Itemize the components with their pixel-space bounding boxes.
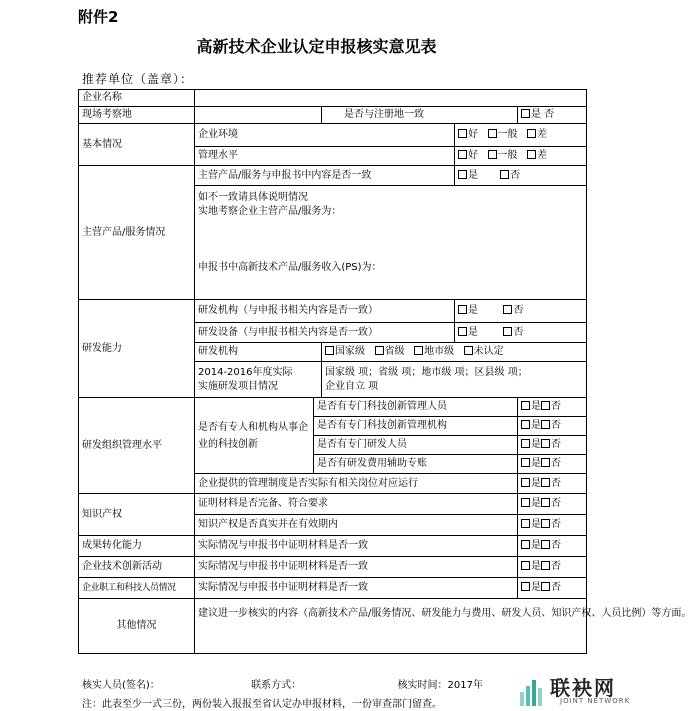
org-specialist-label: 是否有专人和机构从事企业的科技创新 [195, 398, 314, 474]
no-label: 否 [551, 477, 561, 489]
no-label: 否 [551, 540, 561, 551]
checkbox-icon[interactable] [541, 439, 550, 448]
rd-projects-label [195, 362, 322, 398]
site-visit-label: 现场考察地 [79, 107, 195, 124]
rd-section-label: 研发能力 [79, 300, 195, 398]
footer-note: 注：此表至少一式三份，两份装入报报至省认定办申报材料，一份审查部门留查。 [82, 699, 442, 710]
checkbox-icon[interactable] [458, 305, 467, 314]
yes-label: 是 [531, 458, 541, 469]
yes-label: 是 [531, 477, 541, 489]
verify-time-label: 核实时间：2017年 [397, 680, 484, 691]
actual-products-label: 实地考察企业主营产品/服务为： [198, 206, 342, 217]
org-system-choice[interactable] [518, 474, 587, 494]
products-match-label: 主营产品/服务与申报书中内容是否一致 [195, 166, 455, 186]
checkbox-icon[interactable] [541, 458, 550, 467]
rd-projects-line1: 2014-2016年度实际 [198, 366, 293, 378]
checkbox-icon[interactable] [458, 129, 467, 138]
ip-q2-choice[interactable] [518, 515, 587, 536]
spacer [198, 219, 583, 261]
contact-label: 联系方式： [251, 680, 302, 691]
products-section-label: 主营产品/服务情况 [79, 166, 195, 300]
projects-line2: 企业自立 项 [325, 380, 379, 392]
yes-no-label: 是 否 [531, 109, 555, 120]
checkbox-icon[interactable] [521, 561, 530, 570]
org-q3-choice[interactable] [518, 436, 587, 455]
checkbox-icon[interactable] [521, 439, 530, 448]
org-q4-choice[interactable] [518, 455, 587, 474]
checkbox-icon[interactable] [521, 458, 530, 467]
verifier-label: 核实人员(签名)： [82, 680, 160, 691]
yes-label: 是 [468, 305, 478, 316]
products-detail-cell[interactable] [195, 186, 587, 300]
level-city: 地市级 [424, 346, 455, 357]
checkbox-icon[interactable] [541, 401, 550, 410]
environment-rating[interactable] [455, 124, 587, 147]
org-q2-label: 是否有专门科技创新管理机构 [314, 417, 518, 436]
checkbox-icon[interactable] [375, 346, 384, 355]
management-label: 管理水平 [195, 147, 455, 166]
yes-label: 是 [531, 540, 541, 551]
transform-choice[interactable] [518, 536, 587, 557]
no-label: 否 [551, 498, 561, 509]
checkbox-icon[interactable] [521, 478, 530, 487]
ps-income-label: 申报书中高新技术产品/服务收入(PS)为： [198, 262, 382, 273]
no-label: 否 [551, 439, 561, 450]
no-label: 否 [551, 519, 561, 530]
site-consistent-choice[interactable] [518, 107, 587, 124]
logo-name: 联袂网 [550, 676, 616, 700]
checkbox-icon[interactable] [541, 519, 550, 528]
org-system-label: 企业提供的管理制度是否实际有相关岗位对应运行 [195, 474, 518, 494]
checkbox-icon[interactable] [503, 305, 512, 314]
yes-label: 是 [468, 326, 478, 338]
no-label: 否 [551, 582, 561, 593]
level-national: 国家级 [335, 346, 365, 357]
rating-average: 一般 [497, 129, 518, 140]
rd-projects-field[interactable] [322, 362, 587, 398]
checkbox-icon[interactable] [500, 170, 509, 179]
no-label: 否 [551, 401, 561, 412]
level-none: 未认定 [473, 346, 504, 357]
staff-q-label: 实际情况与申报书中证明材料是否一致 [195, 578, 518, 599]
yes-label: 是 [531, 582, 541, 593]
rd-institution-match-label: 研发机构（与申报书相关内容是否一致） [195, 300, 455, 323]
checkbox-icon[interactable] [488, 150, 497, 159]
level-provincial: 省级 [384, 346, 405, 357]
transform-label: 成果转化能力 [79, 536, 195, 557]
verification-form-table [78, 89, 691, 654]
watermark-logo [518, 672, 633, 711]
checkbox-icon[interactable] [464, 346, 473, 355]
rd-equipment-match-choice[interactable] [455, 323, 587, 343]
checkbox-icon[interactable] [521, 582, 530, 591]
inconsistent-note: 如不一致请具体说明情况 [198, 192, 308, 203]
staff-choice[interactable] [518, 578, 587, 599]
checkbox-icon[interactable] [325, 346, 334, 355]
rd-equipment-match-label: 研发设备（与申报书相关内容是否一致） [195, 323, 455, 343]
products-match-choice[interactable] [455, 166, 587, 186]
no-label: 否 [551, 420, 561, 431]
checkbox-icon[interactable] [414, 346, 423, 355]
management-rating[interactable] [455, 147, 587, 166]
checkbox-icon[interactable] [527, 129, 536, 138]
checkbox-icon[interactable] [521, 498, 530, 507]
recommend-unit-label: 推荐单位（盖章）： [82, 72, 194, 86]
innovation-choice[interactable] [518, 557, 587, 578]
ip-q1-choice[interactable] [518, 494, 587, 515]
yes-label: 是 [531, 519, 541, 530]
checkbox-icon[interactable] [541, 561, 550, 570]
basic-info-label: 基本情况 [79, 124, 195, 166]
ip-section-label: 知识产权 [79, 494, 195, 536]
ip-q1-label: 证明材料是否完备、符合要求 [195, 494, 518, 515]
ip-q2-label: 知识产权是否真实并在有效期内 [195, 515, 518, 536]
checkbox-icon[interactable] [458, 150, 467, 159]
transform-q-label: 实际情况与申报书中证明材料是否一致 [195, 536, 518, 557]
site-visit-field[interactable] [195, 107, 322, 124]
org-q1-choice[interactable] [518, 398, 587, 417]
org-section-label: 研发组织管理水平 [79, 398, 195, 494]
annex-label: 附件2 [78, 8, 119, 26]
rd-institution-match-choice[interactable] [455, 300, 587, 323]
yes-label: 是 [531, 498, 541, 509]
page-title: 高新技术企业认定申报核实意见表 [196, 37, 437, 56]
checkbox-icon[interactable] [488, 129, 497, 138]
org-q4-label: 是否有研发费用辅助专账 [314, 455, 518, 474]
org-q2-choice[interactable] [518, 417, 587, 436]
yes-label: 是 [531, 439, 541, 450]
yes-label: 是 [468, 169, 478, 181]
no-label: 否 [551, 561, 561, 572]
site-consistent-label [322, 107, 518, 124]
rating-good: 好 [468, 150, 478, 161]
innovation-q-label: 实际情况与申报书中证明材料是否一致 [195, 557, 518, 578]
checkbox-icon[interactable] [458, 327, 467, 336]
no-label: 否 [513, 326, 524, 338]
checkbox-icon[interactable] [541, 540, 550, 549]
org-q3-label: 是否有专门研发人员 [314, 436, 518, 455]
other-text[interactable]: 建议进一步核实的内容（高新技术产品/服务情况、研发能力与费用、研发人员、知识产权、人员比例）等方面。 [195, 599, 587, 654]
projects-line1: 国家级 项；省级 项；地市级 项；区县级 项； [325, 366, 528, 378]
rd-institution-levels[interactable] [322, 343, 587, 362]
checkbox-icon[interactable] [527, 150, 536, 159]
company-name-field[interactable] [195, 90, 587, 107]
yes-label: 是 [531, 401, 541, 412]
staff-label: 企业职工和科技人员情况 [79, 578, 195, 599]
checkbox-icon[interactable] [503, 327, 512, 336]
innovation-label: 企业技术创新活动 [79, 557, 195, 578]
environment-label: 企业环境 [195, 124, 455, 147]
checkbox-icon[interactable] [521, 401, 530, 410]
checkbox-icon[interactable] [521, 519, 530, 528]
rd-projects-line2: 实施研发项目情况 [198, 380, 278, 392]
rating-poor: 差 [537, 150, 548, 161]
checkbox-icon[interactable] [521, 420, 530, 429]
org-q1-label: 是否有专门科技创新管理人员 [314, 398, 518, 417]
company-name-label: 企业名称 [79, 90, 195, 107]
rating-good: 好 [468, 129, 478, 140]
yes-label: 是 [531, 420, 541, 431]
checkbox-icon[interactable] [541, 420, 550, 429]
checkbox-icon[interactable] [521, 109, 530, 118]
site-consistent-text: 是否与注册地一致 [344, 109, 424, 120]
footer-signature-line [82, 676, 483, 691]
rating-average: 一般 [497, 150, 518, 161]
rd-institution-label: 研发机构 [195, 343, 322, 362]
rating-poor: 差 [537, 129, 548, 140]
checkbox-icon[interactable] [541, 582, 550, 591]
logo-icon [518, 674, 548, 710]
checkbox-icon[interactable] [521, 540, 530, 549]
logo-subtitle: JOINT NETWORK [560, 697, 631, 705]
checkbox-icon[interactable] [541, 498, 550, 507]
other-label: 其他情况 [79, 599, 195, 654]
no-label: 否 [510, 169, 521, 181]
no-label: 否 [551, 458, 561, 469]
checkbox-icon[interactable] [458, 170, 467, 179]
checkbox-icon[interactable] [541, 478, 550, 487]
no-label: 否 [513, 305, 524, 316]
yes-label: 是 [531, 561, 541, 572]
